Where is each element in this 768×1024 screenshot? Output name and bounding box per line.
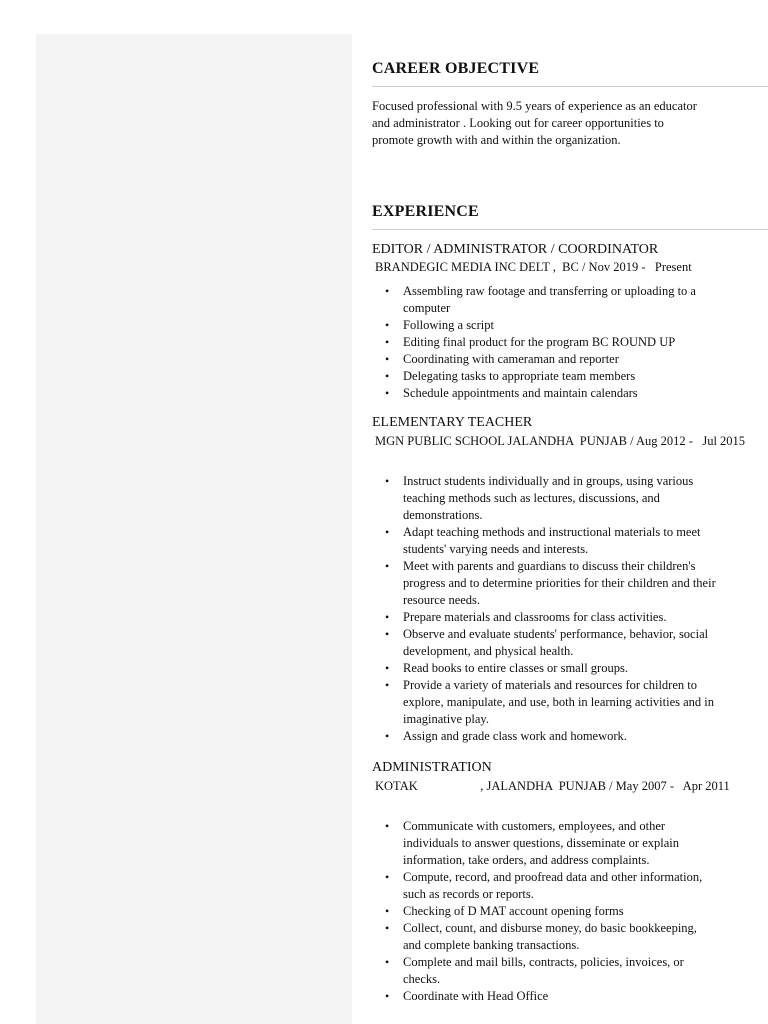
list-item: • Meet with parents and guardians to discuss their children's progress and to determine priorities for their children and their resource needs. (372, 558, 718, 609)
career-objective-text: Focused professional with 9.5 years of experience as an educator and administrator . Looking out for career opportunities to promote growth with and within the organization. (372, 99, 697, 147)
list-item: • Assign and grade class work and homework. (372, 728, 718, 745)
list-item: • Read books to entire classes or small groups. (372, 660, 718, 677)
job-title: EDITOR / ADMINISTRATOR / COORDINATOR (372, 242, 659, 257)
list-item: • Observe and evaluate students' performance, behavior, social development, and physical health. (372, 626, 718, 660)
list-item: • Following a script (372, 317, 718, 334)
list-item: • Schedule appointments and maintain calendars (372, 385, 718, 402)
list-item: • Provide a variety of materials and resources for children to explore, manipulate, and use, both in learning activities and in imaginative play. (372, 677, 718, 728)
list-item: • Checking of D MAT account opening forms (372, 903, 718, 920)
list-item: • Coordinate with Head Office (372, 988, 718, 1005)
job-meta: MGN PUBLIC SCHOOL JALANDHA PUNJAB / Aug 2012 - Jul 2015 (375, 434, 746, 448)
resume-main-column (372, 0, 768, 1024)
list-item: • Prepare materials and classrooms for class activities. (372, 609, 718, 626)
list-item: • Assembling raw footage and transferring or uploading to a computer (372, 283, 718, 317)
career-objective-heading: CAREER OBJECTIVE (372, 60, 540, 77)
job-bullet-list (372, 818, 718, 1005)
list-item: • Compute, record, and proofread data and other information, such as records or reports. (372, 869, 718, 903)
list-item: • Coordinating with cameraman and reporter (372, 351, 718, 368)
job-title: ELEMENTARY TEACHER (372, 415, 533, 430)
list-item: • Adapt teaching methods and instructional materials to meet students' varying needs and interests. (372, 524, 718, 558)
list-item: • Complete and mail bills, contracts, policies, invoices, or checks. (372, 954, 718, 988)
job-bullet-list (372, 283, 718, 402)
list-item: • Delegating tasks to appropriate team members (372, 368, 718, 385)
experience-divider (372, 229, 768, 230)
job-title: ADMINISTRATION (372, 760, 492, 775)
list-item: • Editing final product for the program BC ROUND UP (372, 334, 718, 351)
job-meta: BRANDEGIC MEDIA INC DELT , BC / Nov 2019 - Present (375, 260, 692, 274)
list-item: • Communicate with customers, employees, and other individuals to answer questions, disseminate or explain information, take orders, and address complaints. (372, 818, 718, 869)
list-item: • Collect, count, and disburse money, do basic bookkeeping, and complete banking transactions. (372, 920, 718, 954)
sidebar-panel (36, 34, 352, 1024)
career-objective-divider (372, 86, 768, 87)
job-meta: KOTAK , JALANDHA PUNJAB / May 2007 - Apr 2011 (375, 779, 730, 793)
job-bullet-list (372, 473, 718, 745)
experience-heading: EXPERIENCE (372, 203, 479, 220)
list-item: • Instruct students individually and in groups, using various teaching methods such as lectures, discussions, and demonstrations. (372, 473, 718, 524)
